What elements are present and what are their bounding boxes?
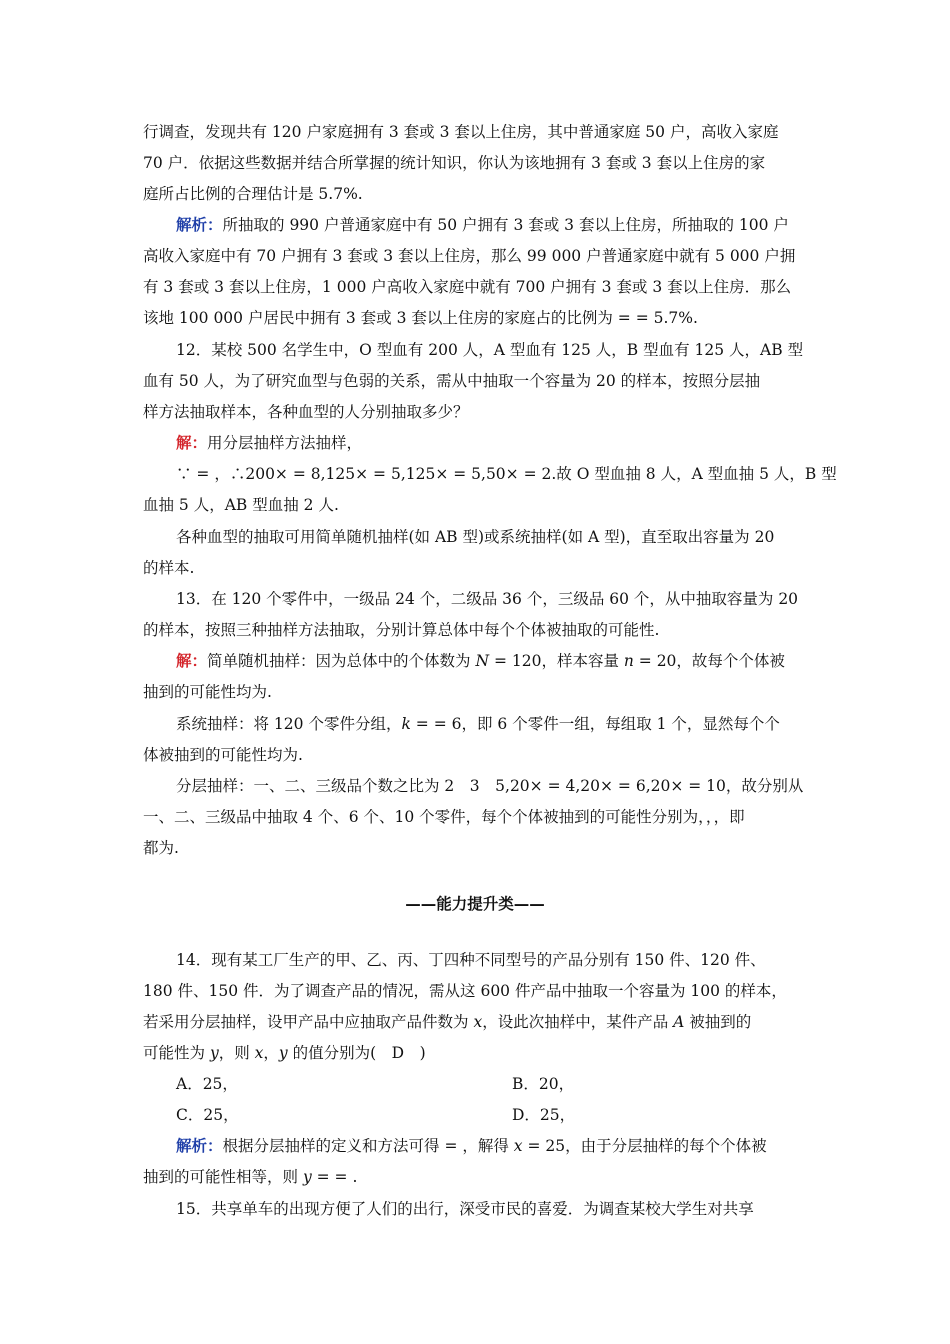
choice-c: C．25，	[176, 1106, 239, 1124]
analysis-line	[176, 214, 810, 236]
question-text: ，则	[218, 1044, 255, 1062]
solution-line: 各种血型的抽取可用简单随机抽样(如 AB 型)或系统抽样(如 A 型)，直至取出容量为 20	[176, 528, 775, 546]
question-text: 被抽到的	[684, 1013, 752, 1031]
question-line	[143, 1011, 810, 1033]
intro-line: 庭所占比例的合理估计是 5.7%.	[143, 185, 363, 203]
solution-line: 的样本.	[143, 559, 195, 577]
variable-N: N	[475, 652, 490, 670]
solution-line: 都为.	[143, 839, 179, 857]
solution-line: 一、二、三级品中抽取 4 个、6 个、10 个零件，每个个体被抽到的可能性分别为，，，即	[143, 808, 745, 826]
question-line: 14．现有某工厂生产的甲、乙、丙、丁四种不同型号的产品分别有 150 件、120 件、	[176, 951, 766, 969]
question-text: 的值分别为( D )	[287, 1044, 426, 1062]
solution-text: = = 6，即 6 个零件一组，每组取 1 个，显然每个个	[410, 715, 780, 733]
choice-d: D．25，	[512, 1106, 576, 1124]
variable-x: x	[513, 1137, 523, 1155]
solution-text: = 120，样本容量	[489, 652, 624, 670]
question-text: ，设此次抽样中，某件产品	[482, 1013, 674, 1031]
solution-label: 解：	[176, 651, 208, 670]
analysis-text: 根据分层抽样的定义和方法可得 = ，解得	[222, 1137, 514, 1155]
solution-line: 血抽 5 人，AB 型血抽 2 人.	[143, 496, 339, 514]
variable-y: y	[209, 1044, 219, 1062]
question-line	[143, 1042, 810, 1064]
question-line: 13．在 120 个零件中，一级品 24 个，二级品 36 个，三级品 60 个，从中抽取容量为 20	[176, 590, 799, 608]
analysis-line	[143, 1166, 810, 1188]
solution-line	[176, 713, 810, 735]
variable-k: k	[401, 715, 411, 733]
choice-a: A．25，	[176, 1075, 238, 1093]
choice-b: B．20，	[512, 1075, 575, 1093]
question-text: ，	[263, 1044, 279, 1062]
analysis-label: 解析：	[176, 1136, 223, 1155]
solution-line	[176, 432, 810, 454]
variable-n: n	[623, 652, 634, 670]
solution-line	[176, 650, 810, 672]
analysis-text: = 25，由于分层抽样的每个个体被	[522, 1137, 767, 1155]
question-line: 的样本，按照三种抽样方法抽取，分别计算总体中每个个体被抽取的可能性.	[143, 621, 660, 639]
solution-text: 系统抽样：将 120 个零件分组，	[176, 715, 402, 733]
variable-y: y	[302, 1168, 312, 1186]
solution-line: 抽到的可能性均为.	[143, 683, 272, 701]
question-text: 若采用分层抽样，设甲产品中应抽取产品件数为	[143, 1013, 474, 1031]
analysis-line: 该地 100 000 户居民中拥有 3 套或 3 套以上住房的家庭占的比例为 = = 5.7%.	[143, 309, 698, 327]
intro-line: 行调查，发现共有 120 户家庭拥有 3 套或 3 套以上住房，其中普通家庭 50 户，高收入家庭	[143, 123, 779, 141]
solution-text: 用分层抽样方法抽样，	[207, 434, 363, 452]
question-line: 血有 50 人，为了研究血型与色弱的关系，需从中抽取一个容量为 20 的样本，按照分层抽	[143, 372, 761, 390]
solution-line: 体被抽到的可能性均为.	[143, 746, 303, 764]
section-title: ——能力提升类——	[405, 895, 545, 913]
analysis-text: 抽到的可能性相等，则	[143, 1168, 303, 1186]
analysis-line: 高收入家庭中有 70 户拥有 3 套或 3 套以上住房，那么 99 000 户普通家庭中就有 5 000 户拥	[143, 247, 796, 265]
variable-A: A	[673, 1013, 685, 1031]
solution-text: 简单随机抽样：因为总体中的个体数为	[207, 652, 476, 670]
variable-x: x	[254, 1044, 264, 1062]
solution-text: = 20，故每个个体被	[633, 652, 785, 670]
analysis-text: = = .	[311, 1168, 358, 1186]
solution-line: ∵ = ，∴200× = 8,125× = 5,125× = 5,50× = 2.故 O 型血抽 8 人，A 型血抽 5 人，B 型	[176, 465, 837, 483]
question-text: 可能性为	[143, 1044, 210, 1062]
analysis-line: 有 3 套或 3 套以上住房，1 000 户高收入家庭中就有 700 户拥有 3 套或 3 套以上住房．那么	[143, 278, 792, 296]
analysis-line	[176, 1135, 810, 1157]
intro-line: 70 户．依据这些数据并结合所掌握的统计知识，你认为该地拥有 3 套或 3 套以上住房的家	[143, 154, 766, 172]
variable-y: y	[278, 1044, 288, 1062]
variable-x: x	[473, 1013, 483, 1031]
question-line: 样方法抽取样本，各种血型的人分别抽取多少？	[143, 403, 469, 421]
question-line: 12．某校 500 名学生中，O 型血有 200 人，A 型血有 125 人，B 型血有 125 人，AB 型	[176, 341, 804, 359]
solution-label: 解：	[176, 433, 208, 452]
analysis-label: 解析：	[176, 215, 223, 234]
question-line: 180 件、150 件．为了调查产品的情况，需从这 600 件产品中抽取一个容量为 100 的样本，	[143, 982, 787, 1000]
analysis-text: 所抽取的 990 户普通家庭中有 50 户拥有 3 套或 3 套以上住房，所抽取的 100 户	[222, 216, 789, 234]
question-line: 15．共享单车的出现方便了人们的出行，深受市民的喜爱．为调查某校大学生对共享	[176, 1200, 754, 1218]
solution-line: 分层抽样：一、二、三级品个数之比为 2 3 5,20× = 4,20× = 6,20× = 10，故分别从	[176, 777, 804, 795]
